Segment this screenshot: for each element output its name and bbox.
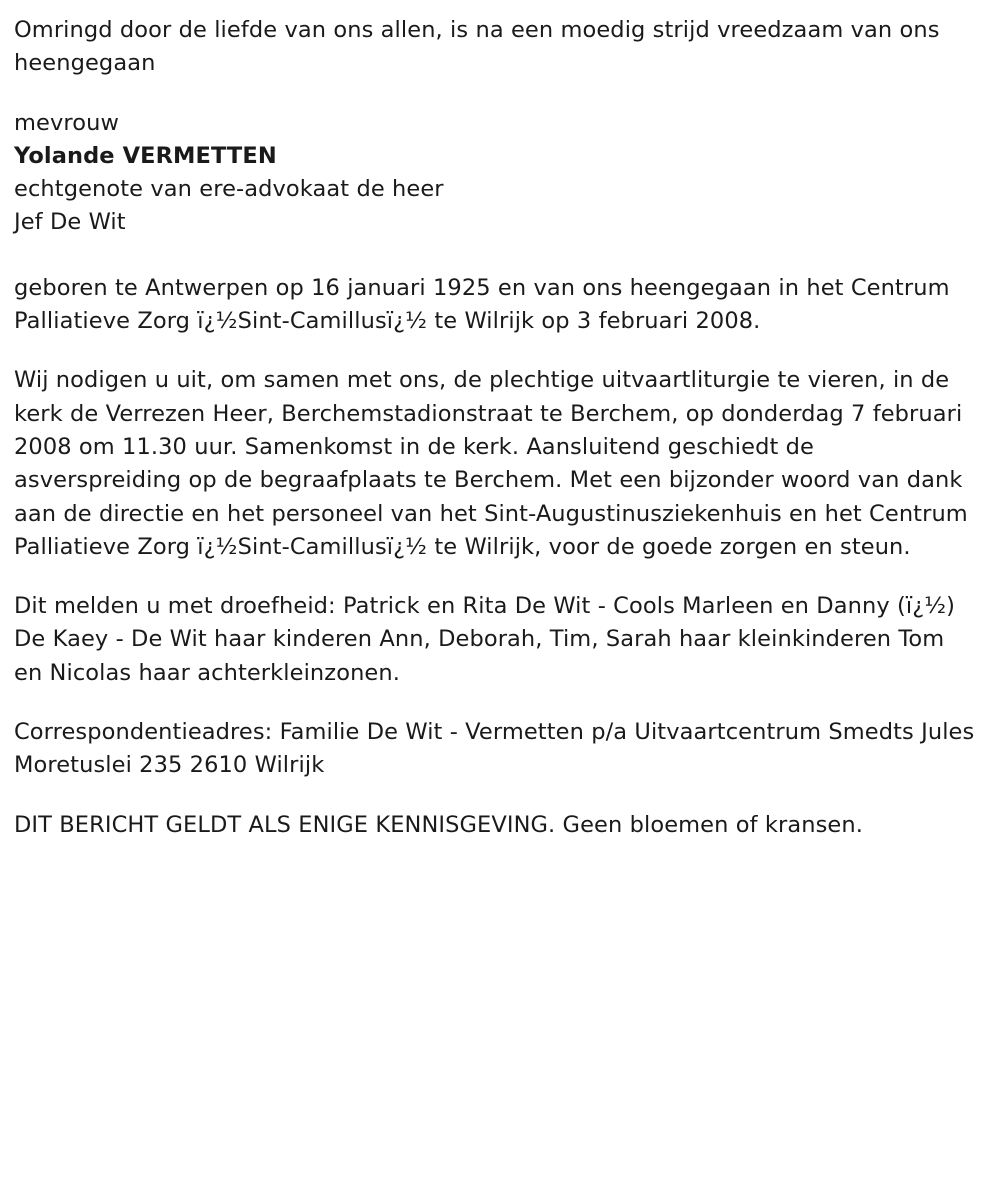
- invitation-paragraph: Wij nodigen u uit, om samen met ons, de plechtige uitvaartliturgie te vieren, in de kerk de Verrezen Heer, Berchemstadionstraat te Berchem, op donderdag 7 februari 2008 om 11.30 uur. Samenkomst in de kerk. Aansluitend geschiedt de asverspreiding op de begraafplaats te Berchem. Met een bijzonder woord van dank aan de directie en het personeel van het Sint-Augustinusziekenhuis en het Centrum Palliatieve Zorg ï¿½Sint-Camillusï¿½ te Wilrijk, voor de goede zorgen en steun.: [14, 367, 968, 560]
- identity-block: [14, 107, 978, 240]
- deceased-name: Yolande VERMETTEN: [14, 142, 277, 169]
- notice-paragraph: DIT BERICHT GELDT ALS ENIGE KENNISGEVING. Geen bloemen of kransen.: [14, 811, 863, 838]
- salutation-line: mevrouw: [14, 109, 119, 136]
- opening-paragraph: Omringd door de liefde van ons allen, is na een moedig strijd vreedzaam van ons heengegaan: [14, 17, 940, 77]
- relation-line: echtgenote van ere-advokaat de heer: [14, 176, 444, 203]
- birth-death-paragraph: geboren te Antwerpen op 16 januari 1925 en van ons heengegaan in het Centrum Palliatieve Zorg ï¿½Sint-Camillusï¿½ te Wilrijk op 3 februari 2008.: [14, 274, 950, 335]
- spouse-name: Jef De Wit: [14, 209, 126, 236]
- family-paragraph: Dit melden u met droefheid: Patrick en Rita De Wit - Cools Marleen en Danny (ï¿½) De Kaey - De Wit haar kinderen Ann, Deborah, Tim, Sarah haar kleinkinderen Tom en Nicolas haar achterkleinzonen.: [14, 593, 956, 686]
- correspondence-paragraph: Correspondentieadres: Familie De Wit - Vermetten p/a Uitvaartcentrum Smedts Jules Moretuslei 235 2610 Wilrijk: [14, 719, 975, 779]
- spacer-after-identity: [14, 240, 978, 272]
